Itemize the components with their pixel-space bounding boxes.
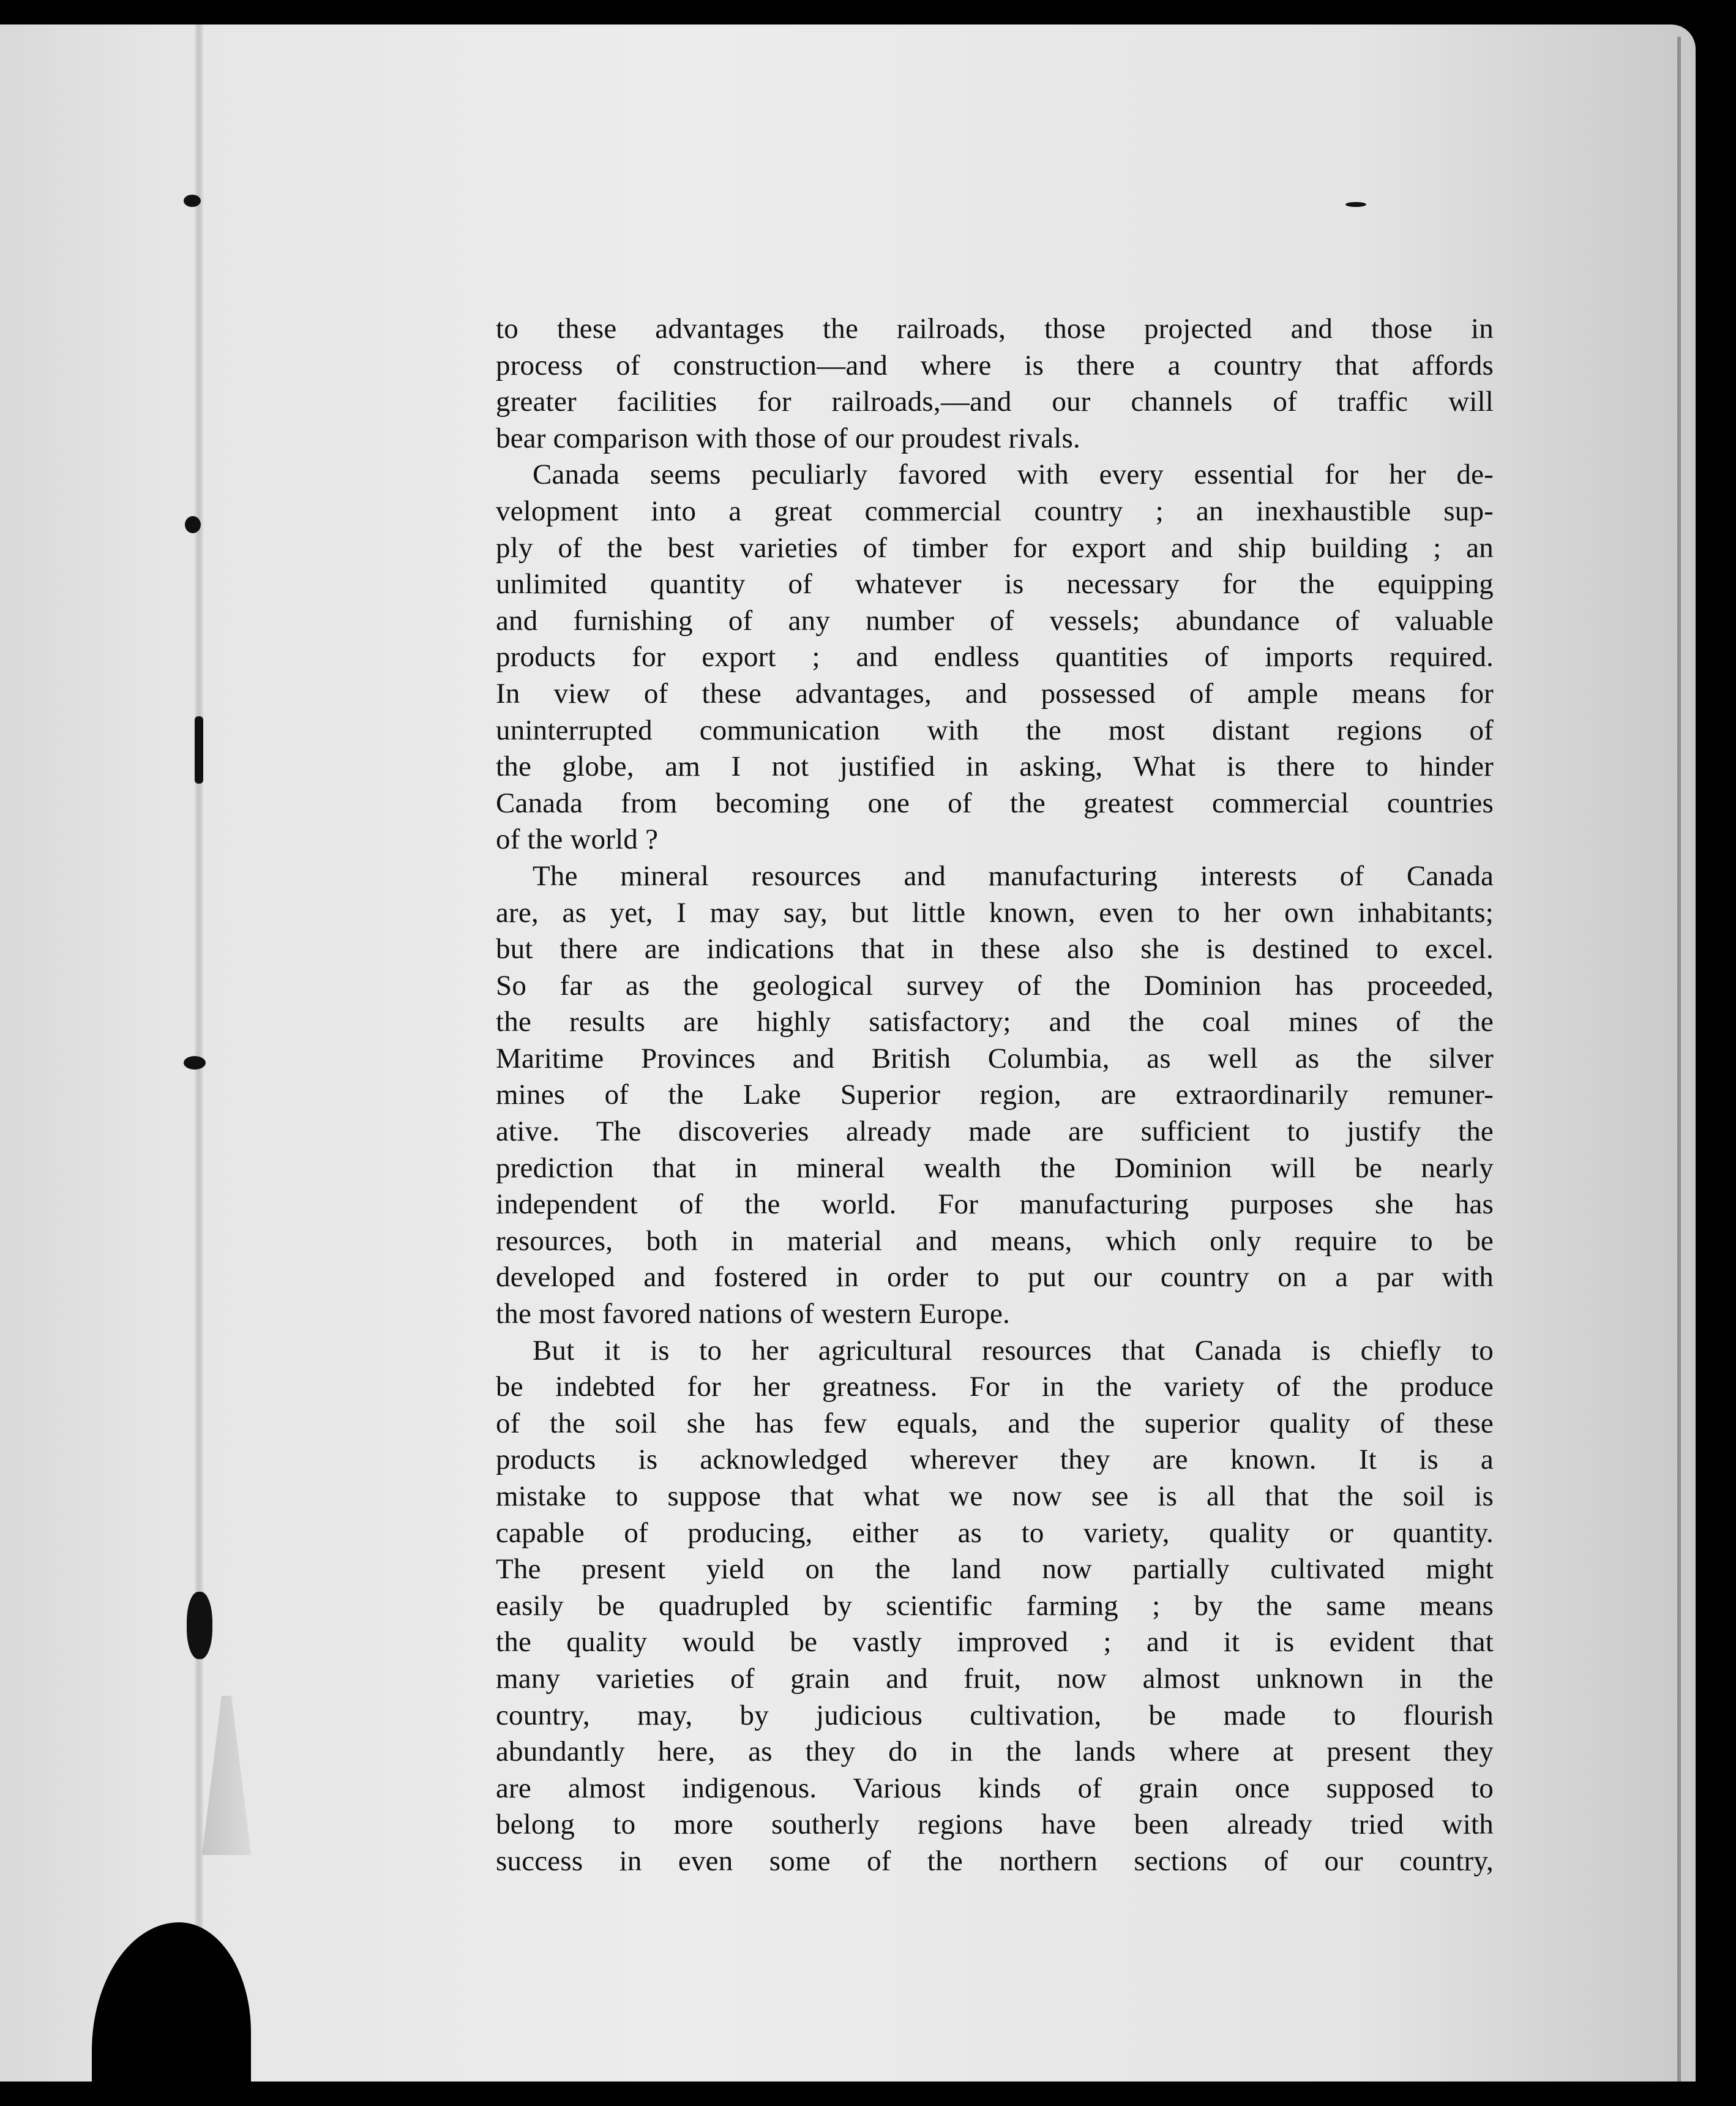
- text-line: the quality would be vastly improved ; and it is evident that: [496, 1626, 1494, 1658]
- text-line: But it is to her agricultural resources that Canada is chiefly to: [533, 1334, 1494, 1366]
- binding-mark: [185, 516, 201, 533]
- text-line: velopment into a great commercial country ; an inexhaustible sup-: [496, 495, 1494, 527]
- text-line: easily be quadrupled by scientific farming ; by the same means: [496, 1589, 1494, 1622]
- text-line: of the world ?: [496, 823, 659, 856]
- text-line: capable of producing, either as to variety, quality or quantity.: [496, 1516, 1494, 1549]
- binding-mark: [1345, 202, 1366, 207]
- text-line: many varieties of grain and fruit, now almost unknown in the: [496, 1662, 1494, 1695]
- text-line: ply of the best varieties of timber for export and ship building ; an: [496, 531, 1494, 564]
- binding-mark: [184, 1056, 206, 1070]
- text-line: belong to more southerly regions have been already tried with: [496, 1808, 1494, 1841]
- binding-mark: [187, 1592, 212, 1659]
- paragraph: [496, 858, 1494, 1333]
- text-line: mines of the Lake Superior region, are extraordinarily remuner-: [496, 1079, 1494, 1111]
- text-line: The present yield on the land now partially cultivated might: [496, 1553, 1494, 1586]
- binding-mark: [195, 716, 203, 784]
- text-line: So far as the geological survey of the Dominion has proceeded,: [496, 969, 1494, 1002]
- text-line: the most favored nations of western Europe.: [496, 1298, 1011, 1330]
- text-line: In view of these advantages, and possessed of ample means for: [496, 677, 1494, 710]
- text-line: uninterrupted communication with the most distant regions of: [496, 714, 1494, 746]
- text-line: prediction that in mineral wealth the Dominion will be nearly: [496, 1152, 1494, 1184]
- text-line: success in even some of the northern sections of our country,: [496, 1845, 1494, 1877]
- body-text: [496, 311, 1494, 1880]
- page-right-edge: [1677, 37, 1681, 2082]
- binding-mark: [184, 195, 201, 207]
- text-line: of the soil she has few equals, and the superior quality of these: [496, 1407, 1494, 1439]
- paragraph: [496, 1333, 1494, 1880]
- paragraph: [496, 457, 1494, 858]
- text-line: products is acknowledged wherever they are known. It is a: [496, 1444, 1494, 1476]
- text-line: The mineral resources and manufacturing interests of Canada: [533, 860, 1494, 892]
- text-line: to these advantages the railroads, those projected and those in: [496, 313, 1494, 345]
- text-line: products for export ; and endless quantities of imports required.: [496, 641, 1494, 673]
- text-line: resources, both in material and means, which only require to be: [496, 1224, 1494, 1257]
- text-line: bear comparison with those of our proudest rivals.: [496, 422, 1081, 454]
- text-line: mistake to suppose that what we now see is all that the soil is: [496, 1480, 1494, 1512]
- text-line: independent of the world. For manufacturing purposes she has: [496, 1188, 1494, 1221]
- text-line: are, as yet, I may say, but little known, even to her own inhabitants;: [496, 896, 1494, 929]
- text-line: ative. The discoveries already made are sufficient to justify the: [496, 1115, 1494, 1148]
- text-line: developed and fostered in order to put our country on a par with: [496, 1261, 1494, 1294]
- text-line: Maritime Provinces and British Columbia, as well as the silver: [496, 1042, 1494, 1074]
- text-line: unlimited quantity of whatever is necessary for the equipping: [496, 568, 1494, 601]
- text-line: but there are indications that in these also she is destined to excel.: [496, 933, 1494, 965]
- paragraph: [496, 311, 1494, 457]
- text-line: be indebted for her greatness. For in the variety of the produce: [496, 1371, 1494, 1403]
- text-line: greater facilities for railroads,—and our channels of traffic will: [496, 386, 1494, 418]
- text-line: Canada seems peculiarly favored with every essential for her de-: [533, 459, 1494, 491]
- text-line: the globe, am I not justified in asking, What is there to hinder: [496, 751, 1494, 783]
- text-line: are almost indigenous. Various kinds of grain once supposed to: [496, 1772, 1494, 1804]
- text-line: and furnishing of any number of vessels; abundance of valuable: [496, 604, 1494, 637]
- text-line: process of construction—and where is there a country that affords: [496, 349, 1494, 381]
- text-line: abundantly here, as they do in the lands where at present they: [496, 1736, 1494, 1768]
- page-fold-shadow: [195, 24, 203, 2082]
- text-line: the results are highly satisfactory; and the coal mines of the: [496, 1006, 1494, 1038]
- text-line: Canada from becoming one of the greatest commercial countries: [496, 787, 1494, 819]
- text-line: country, may, by judicious cultivation, be made to flourish: [496, 1699, 1494, 1731]
